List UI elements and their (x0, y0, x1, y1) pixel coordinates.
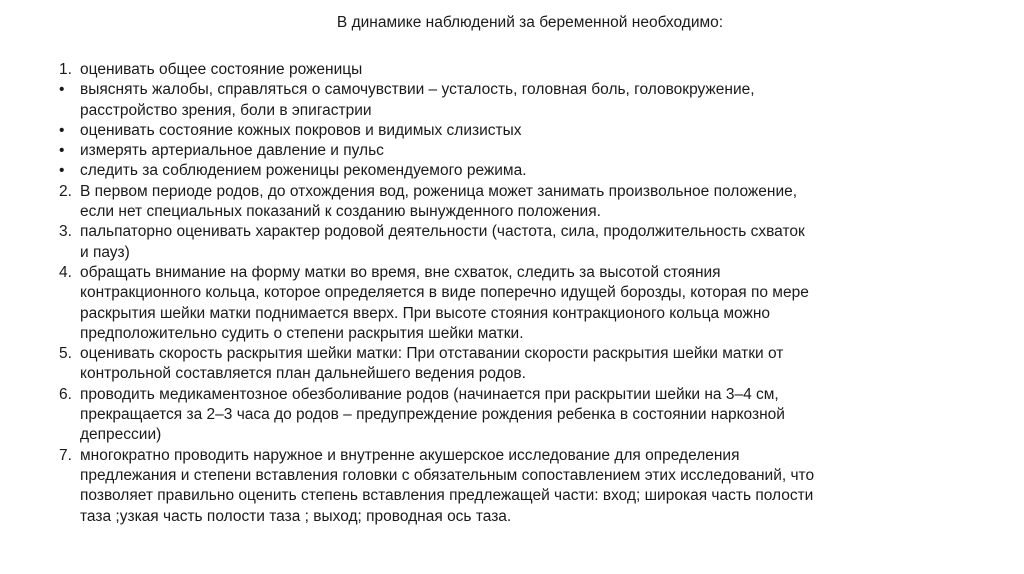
list-item (59, 80, 939, 121)
list-item (59, 385, 939, 446)
bullet-marker: • (59, 142, 65, 160)
list-item-text: расстройство зрения, боли в эпигастрии (80, 101, 372, 119)
list-item-text: обращать внимание на форму матки во время, вне схваток, следить за высотой стояния (80, 263, 721, 281)
list-item-text: многократно проводить наружное и внутренне акушерское исследование для определения (80, 446, 740, 464)
list-item (59, 222, 939, 263)
bullet-marker: • (59, 121, 65, 139)
list-item (59, 60, 939, 80)
list-item-text: таза ;узкая часть полости таза ; выход; проводная ось таза. (80, 507, 512, 525)
list-item-text: контракционного кольца, которое определяется в виде поперечно идущей борозды, которая по мере (80, 284, 809, 302)
slide-title: В динамике наблюдений за беременной необходимо: (336, 14, 724, 31)
list-item-text: оценивать состояние кожных покровов и видимых слизистых (80, 121, 522, 139)
list-item (59, 182, 939, 223)
list-item-text: прекращается за 2–3 часа до родов – предупреждение рождения ребенка в состоянии наркозной (80, 406, 785, 424)
list-item-text: предположительно судить о степени раскрытия шейки матки. (80, 324, 524, 342)
list-item-text: если нет специальных показаний к созданию вынужденного положения. (80, 203, 601, 221)
instruction-list (59, 60, 939, 527)
list-item (59, 121, 939, 141)
list-item (59, 344, 939, 385)
number-marker: 7. (59, 446, 72, 464)
list-item (59, 446, 939, 527)
number-marker: 5. (59, 345, 72, 363)
list-item-text: выяснять жалобы, справляться о самочувствии – усталость, головная боль, головокружение, (80, 81, 755, 99)
number-marker: 2. (59, 182, 72, 200)
list-item-text: контрольной составляется план дальнейшего ведения родов. (80, 365, 526, 383)
list-item (59, 141, 939, 161)
list-item-text: депрессии) (80, 426, 162, 444)
list-item (59, 263, 939, 344)
list-item-text: оценивать скорость раскрытия шейки матки: При отставании скорости раскрытия шейки матки от (80, 345, 784, 363)
list-item-text: раскрытия шейки матки поднимается вверх. При высоте стояния контракционого кольца можно (80, 304, 771, 322)
list-item-text: следить за соблюдением роженицы рекомендуемого режима. (80, 162, 527, 180)
list-item-text: позволяет правильно оценить степень вставления предлежащей части: вход; широкая часть полости (80, 487, 814, 505)
list-item-text: и пауз) (80, 243, 130, 261)
number-marker: 4. (59, 263, 72, 281)
bullet-marker: • (59, 162, 65, 180)
number-marker: 3. (59, 223, 72, 241)
number-marker: 6. (59, 385, 72, 403)
list-item-text: проводить медикаментозное обезболивание родов (начинается при раскрытии шейки на 3–4 см, (80, 385, 779, 403)
list-item-text: предлежания и степени вставления головки с обязательным сопоставлением этих исследований, что (80, 466, 815, 484)
list-item-text: В первом периоде родов, до отхождения вод, роженица может занимать произвольное положение, (80, 182, 798, 200)
bullet-marker: • (59, 81, 65, 99)
list-item-text: оценивать общее состояние роженицы (80, 61, 363, 78)
list-item (59, 161, 939, 181)
list-item-text: пальпаторно оценивать характер родовой деятельности (частота, сила, продолжительность схваток (80, 223, 805, 241)
list-item-text: измерять артериальное давление и пульс (80, 142, 384, 160)
number-marker: 1. (59, 61, 72, 78)
